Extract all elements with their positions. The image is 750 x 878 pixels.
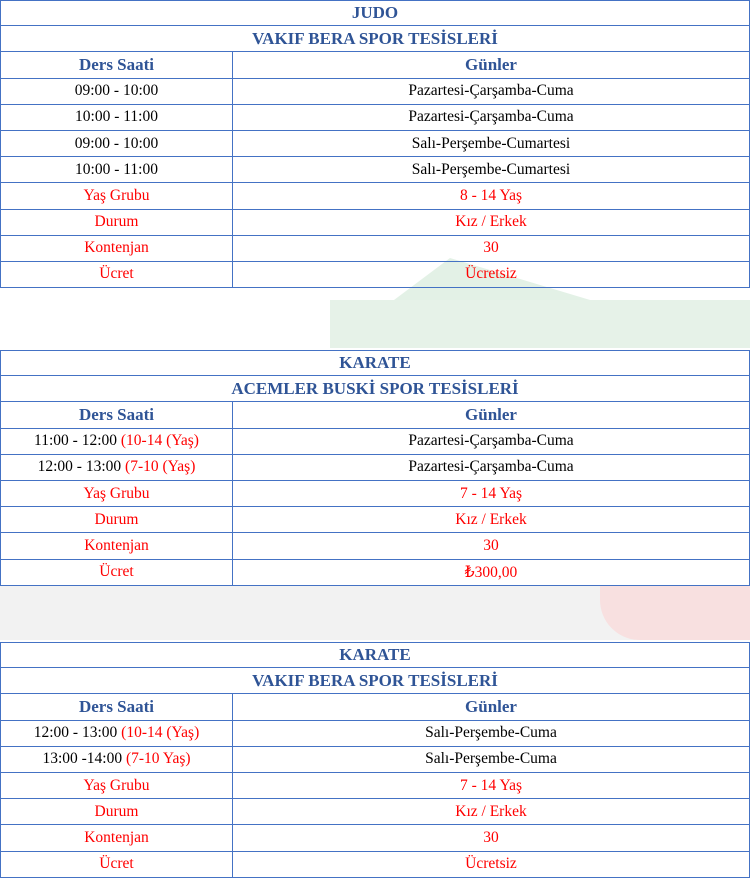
session-row [0,721,750,747]
info-value: 7 - 14 Yaş [459,484,522,502]
venue-title: ACEMLER BUSKİ SPOR TESİSLERİ [231,378,519,398]
session-time: 09:00 - 10:00 [1,79,233,104]
column-header-days: Günler [465,404,517,424]
info-row-fee [0,852,750,878]
info-value: ₺300,00 [464,563,518,581]
session-time: 11:00 - 12:00 (10-14 (Yaş) [1,429,233,454]
info-row-status [0,799,750,825]
info-row-quota [0,236,750,262]
venue-row [0,376,750,402]
session-days: Pazartesi-Çarşamba-Cuma [408,108,574,126]
column-header-days: Günler [465,696,517,716]
info-label: Durum [1,799,233,824]
schedule-table-karate-vakif-bera [0,642,750,878]
sport-title-row [0,350,750,376]
info-label: Kontenjan [1,236,233,261]
column-header-days: Günler [465,54,517,74]
info-label: Yaş Grubu [1,481,233,506]
info-label: Ücret [1,262,233,287]
info-label: Kontenjan [1,533,233,558]
background-graphic-red [600,585,750,640]
sport-title-row [0,0,750,26]
info-row-quota [0,533,750,559]
sport-title: KARATE [339,353,411,373]
session-row [0,131,750,157]
session-days: Pazartesi-Çarşamba-Cuma [408,458,574,476]
info-label: Yaş Grubu [1,773,233,798]
info-row-age-group [0,183,750,209]
column-header-row [0,402,750,428]
info-label: Yaş Grubu [1,183,233,208]
session-time: 10:00 - 11:00 [1,157,233,182]
info-value: 7 - 14 Yaş [459,776,522,794]
column-header-time: Ders Saati [1,402,233,427]
session-age: (10-14 (Yaş) [120,432,199,450]
session-time: 12:00 - 13:00 (10-14 (Yaş) [1,721,233,746]
info-row-quota [0,825,750,851]
info-value: 30 [483,828,499,846]
info-value: 8 - 14 Yaş [459,186,522,204]
session-time: 12:00 - 13:00 (7-10 (Yaş) [1,455,233,480]
schedule-table-karate-acemler [0,350,750,586]
info-row-age-group [0,773,750,799]
session-row [0,747,750,773]
info-row-fee [0,560,750,586]
info-label: Kontenjan [1,825,233,850]
info-value: 30 [483,239,499,257]
schedule-table-judo [0,0,750,288]
session-row [0,105,750,131]
column-header-time: Ders Saati [1,694,233,719]
session-time: 10:00 - 11:00 [1,105,233,130]
info-row-status [0,507,750,533]
session-row [0,79,750,105]
session-age: (7-10 Yaş) [125,750,191,768]
info-value: Ücretsiz [465,265,517,283]
background-graphic-green-band [330,300,750,348]
session-days: Salı-Perşembe-Cuma [425,750,557,768]
column-header-row [0,52,750,78]
venue-title: VAKIF BERA SPOR TESİSLERİ [252,670,498,690]
session-days: Salı-Perşembe-Cumartesi [411,160,571,178]
session-time: 09:00 - 10:00 [1,131,233,156]
info-value: Kız / Erkek [455,802,527,820]
info-row-status [0,210,750,236]
session-days: Pazartesi-Çarşamba-Cuma [408,82,574,100]
column-header-row [0,694,750,720]
session-age: (10-14 (Yaş) [121,724,200,742]
venue-row [0,668,750,694]
venue-row [0,26,750,52]
session-days: Salı-Perşembe-Cuma [425,724,557,742]
sport-title: JUDO [351,3,399,23]
info-value: Kız / Erkek [455,213,527,231]
info-value: 30 [483,536,499,554]
info-label: Ücret [1,560,233,585]
session-days: Salı-Perşembe-Cumartesi [411,134,571,152]
session-time: 13:00 -14:00 (7-10 Yaş) [1,747,233,772]
session-row [0,157,750,183]
column-header-time: Ders Saati [1,52,233,77]
session-age: (7-10 (Yaş) [125,458,196,476]
info-label: Durum [1,507,233,532]
info-label: Durum [1,210,233,235]
sport-title: KARATE [339,645,411,665]
info-value: Ücretsiz [465,855,517,873]
session-days: Pazartesi-Çarşamba-Cuma [408,432,574,450]
info-label: Ücret [1,852,233,877]
info-row-age-group [0,481,750,507]
session-row [0,429,750,455]
venue-title: VAKIF BERA SPOR TESİSLERİ [252,28,498,48]
session-row [0,455,750,481]
info-value: Kız / Erkek [455,510,527,528]
sport-title-row [0,642,750,668]
info-row-fee [0,262,750,288]
